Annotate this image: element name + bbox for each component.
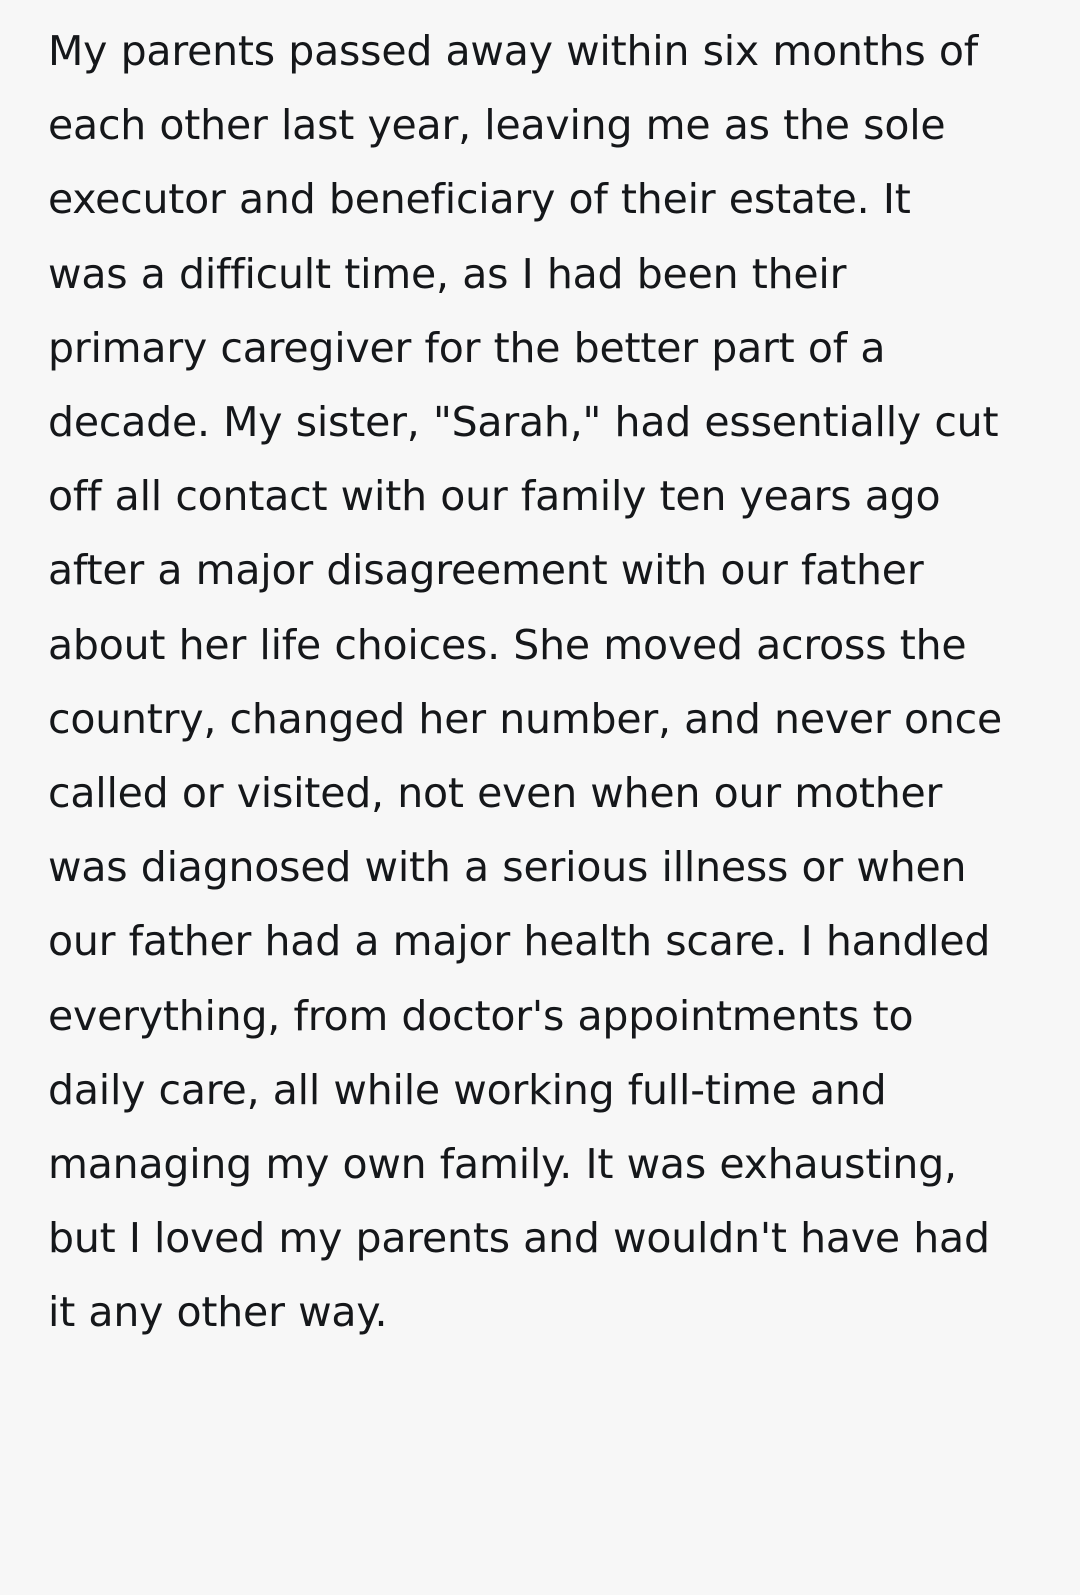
story-paragraph: My parents passed away within six months of each other last year, leaving me as the sole executor and beneficiary of their estate. It was a difficult time, as I had been their primary caregiver for the better part of a decade. My sister, "Sarah," had essentially cut off all contact with our family ten years ago after a major disagreement with our father about her life choices. She moved across the country, changed her number, and never once called or visited, not even when our mother was diagnosed with a serious illness or when our father had a major health scare. I handled everything, from doctor's appointments to daily care, all while working full-time and managing my own family. It was exhausting, but I loved my parents and wouldn't have had it any other way.: [48, 27, 1002, 1337]
